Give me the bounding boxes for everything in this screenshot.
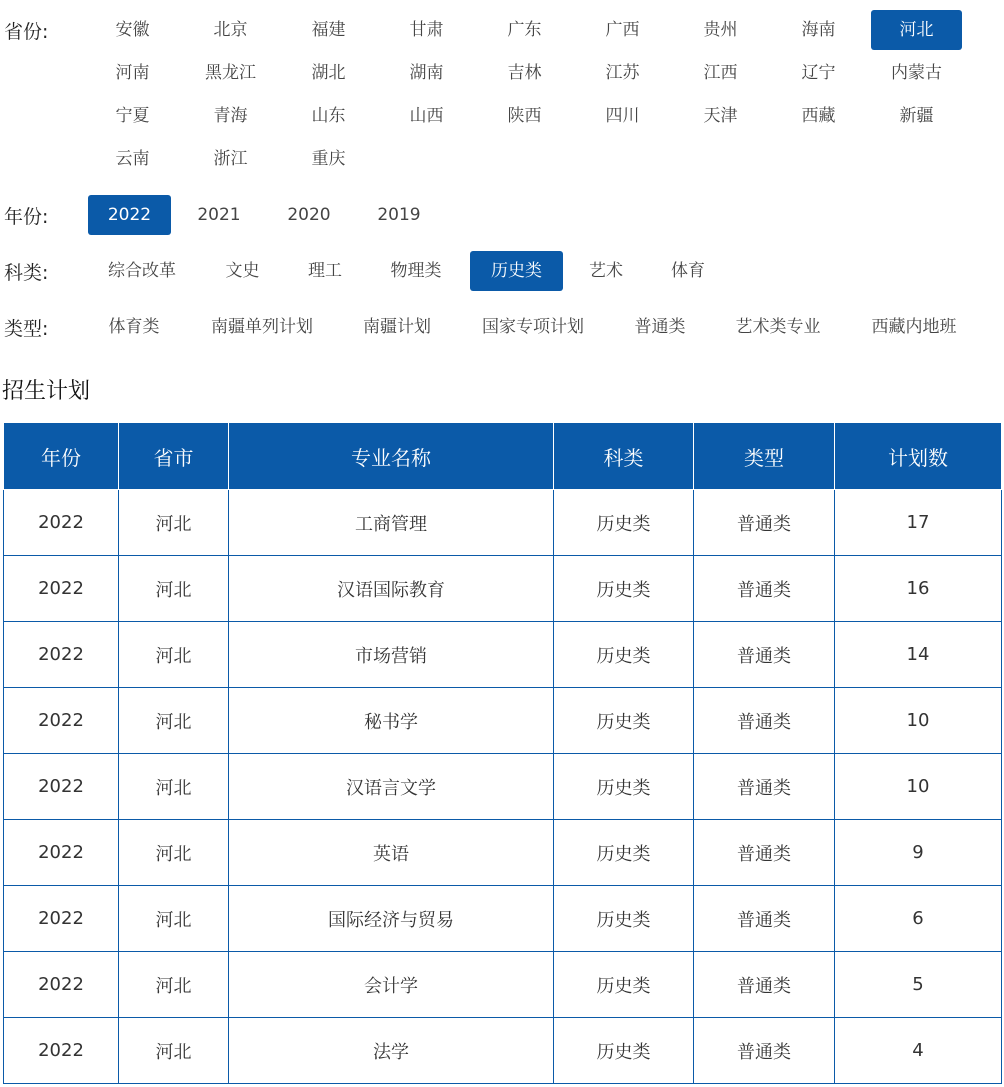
province-option[interactable]: 湖北 [311, 63, 346, 83]
cell-major: 汉语言文学 [229, 754, 554, 820]
cell-type: 普通类 [694, 754, 835, 820]
cell-year: 2022 [4, 556, 119, 622]
table-row [4, 754, 1002, 820]
cell-subject: 历史类 [554, 556, 694, 622]
year-option[interactable]: 2021 [197, 205, 241, 225]
year-option[interactable]: 2022 [88, 195, 171, 235]
cell-major: 工商管理 [229, 490, 554, 556]
table-row [4, 556, 1002, 622]
cell-plan-count: 16 [835, 556, 1002, 622]
province-option[interactable]: 黑龙江 [205, 63, 256, 83]
column-header-plan-count: 计划数 [835, 423, 1002, 490]
cell-year: 2022 [4, 952, 119, 1018]
table-row [4, 490, 1002, 556]
cell-major: 法学 [229, 1018, 554, 1084]
cell-plan-count: 5 [835, 952, 1002, 1018]
table-row [4, 820, 1002, 886]
cell-year: 2022 [4, 1018, 119, 1084]
cell-type: 普通类 [694, 622, 835, 688]
cell-type: 普通类 [694, 688, 835, 754]
cell-year: 2022 [4, 622, 119, 688]
year-option[interactable]: 2020 [287, 205, 331, 225]
cell-province: 河北 [119, 886, 229, 952]
table-row [4, 622, 1002, 688]
subject-option[interactable]: 综合改革 [108, 261, 176, 281]
cell-major: 英语 [229, 820, 554, 886]
province-option[interactable]: 吉林 [507, 63, 542, 83]
cell-year: 2022 [4, 490, 119, 556]
subject-option[interactable]: 物理类 [390, 261, 442, 281]
province-option[interactable]: 广西 [605, 20, 640, 40]
province-option[interactable]: 山东 [311, 106, 346, 126]
province-filter-label: 省份: [4, 21, 49, 43]
cell-type: 普通类 [694, 490, 835, 556]
cell-year: 2022 [4, 820, 119, 886]
table-row [4, 1018, 1002, 1084]
table-row [4, 688, 1002, 754]
cell-plan-count: 17 [835, 490, 1002, 556]
province-option[interactable]: 北京 [213, 20, 248, 40]
province-option[interactable]: 湖南 [409, 63, 444, 83]
cell-province: 河北 [119, 688, 229, 754]
province-option[interactable]: 内蒙古 [891, 63, 942, 83]
type-option[interactable]: 艺术类专业 [735, 317, 821, 337]
subject-option[interactable]: 体育 [671, 261, 705, 281]
cell-subject: 历史类 [554, 622, 694, 688]
cell-subject: 历史类 [554, 886, 694, 952]
cell-type: 普通类 [694, 952, 835, 1018]
province-option[interactable]: 辽宁 [801, 63, 836, 83]
cell-plan-count: 9 [835, 820, 1002, 886]
cell-subject: 历史类 [554, 820, 694, 886]
cell-plan-count: 4 [835, 1018, 1002, 1084]
province-option[interactable]: 天津 [703, 106, 738, 126]
cell-province: 河北 [119, 556, 229, 622]
type-option[interactable]: 南疆计划 [363, 317, 431, 337]
table-row [4, 952, 1002, 1018]
cell-type: 普通类 [694, 820, 835, 886]
province-option[interactable]: 青海 [213, 106, 248, 126]
province-option[interactable]: 新疆 [899, 106, 934, 126]
subject-option[interactable]: 历史类 [470, 251, 563, 291]
cell-province: 河北 [119, 754, 229, 820]
cell-major: 国际经济与贸易 [229, 886, 554, 952]
province-option[interactable]: 江西 [703, 63, 738, 83]
province-option[interactable]: 四川 [605, 106, 640, 126]
cell-plan-count: 6 [835, 886, 1002, 952]
cell-province: 河北 [119, 820, 229, 886]
province-option[interactable]: 福建 [311, 20, 346, 40]
province-option[interactable]: 山西 [409, 106, 444, 126]
year-option[interactable]: 2019 [377, 205, 421, 225]
province-option[interactable]: 江苏 [605, 63, 640, 83]
cell-major: 会计学 [229, 952, 554, 1018]
province-option[interactable]: 海南 [801, 20, 836, 40]
cell-plan-count: 14 [835, 622, 1002, 688]
province-option[interactable]: 重庆 [311, 149, 346, 169]
province-option[interactable]: 宁夏 [115, 106, 150, 126]
province-option[interactable]: 广东 [507, 20, 542, 40]
table-header-row [4, 423, 1002, 490]
province-option[interactable]: 陕西 [507, 106, 542, 126]
cell-year: 2022 [4, 754, 119, 820]
cell-subject: 历史类 [554, 688, 694, 754]
province-option[interactable]: 云南 [115, 149, 150, 169]
cell-plan-count: 10 [835, 688, 1002, 754]
cell-subject: 历史类 [554, 1018, 694, 1084]
column-header-province: 省市 [119, 423, 229, 490]
type-option[interactable]: 体育类 [108, 317, 160, 337]
cell-major: 汉语国际教育 [229, 556, 554, 622]
province-option[interactable]: 河南 [115, 63, 150, 83]
cell-type: 普通类 [694, 1018, 835, 1084]
cell-plan-count: 10 [835, 754, 1002, 820]
cell-major: 市场营销 [229, 622, 554, 688]
cell-type: 普通类 [694, 556, 835, 622]
cell-province: 河北 [119, 952, 229, 1018]
province-option[interactable]: 西藏 [801, 106, 836, 126]
enrollment-plan-table [3, 422, 1002, 1084]
table-row [4, 886, 1002, 952]
cell-year: 2022 [4, 886, 119, 952]
section-title: 招生计划 [2, 379, 91, 404]
subject-option[interactable]: 理工 [308, 261, 342, 281]
column-header-year: 年份 [4, 423, 119, 490]
cell-province: 河北 [119, 490, 229, 556]
column-header-subject: 科类 [554, 423, 694, 490]
cell-subject: 历史类 [554, 952, 694, 1018]
type-option[interactable]: 国家专项计划 [482, 317, 584, 337]
cell-subject: 历史类 [554, 490, 694, 556]
cell-type: 普通类 [694, 886, 835, 952]
province-option[interactable]: 安徽 [115, 20, 150, 40]
subject-option[interactable]: 文史 [225, 261, 260, 281]
type-option[interactable]: 普通类 [634, 317, 686, 337]
cell-year: 2022 [4, 688, 119, 754]
column-header-type: 类型 [694, 423, 835, 490]
year-filter-label: 年份: [4, 206, 49, 228]
province-option[interactable]: 河北 [871, 10, 962, 50]
cell-province: 河北 [119, 622, 229, 688]
type-option[interactable]: 西藏内地班 [871, 317, 957, 337]
subject-option[interactable]: 艺术 [589, 261, 623, 281]
type-filter-label: 类型: [4, 318, 49, 340]
cell-province: 河北 [119, 1018, 229, 1084]
type-option[interactable]: 南疆单列计划 [211, 317, 313, 337]
province-option[interactable]: 贵州 [703, 20, 738, 40]
subject-filter-label: 科类: [4, 262, 49, 284]
province-option[interactable]: 浙江 [213, 149, 248, 169]
province-option[interactable]: 甘肃 [409, 20, 444, 40]
cell-major: 秘书学 [229, 688, 554, 754]
cell-subject: 历史类 [554, 754, 694, 820]
column-header-major: 专业名称 [229, 423, 554, 490]
